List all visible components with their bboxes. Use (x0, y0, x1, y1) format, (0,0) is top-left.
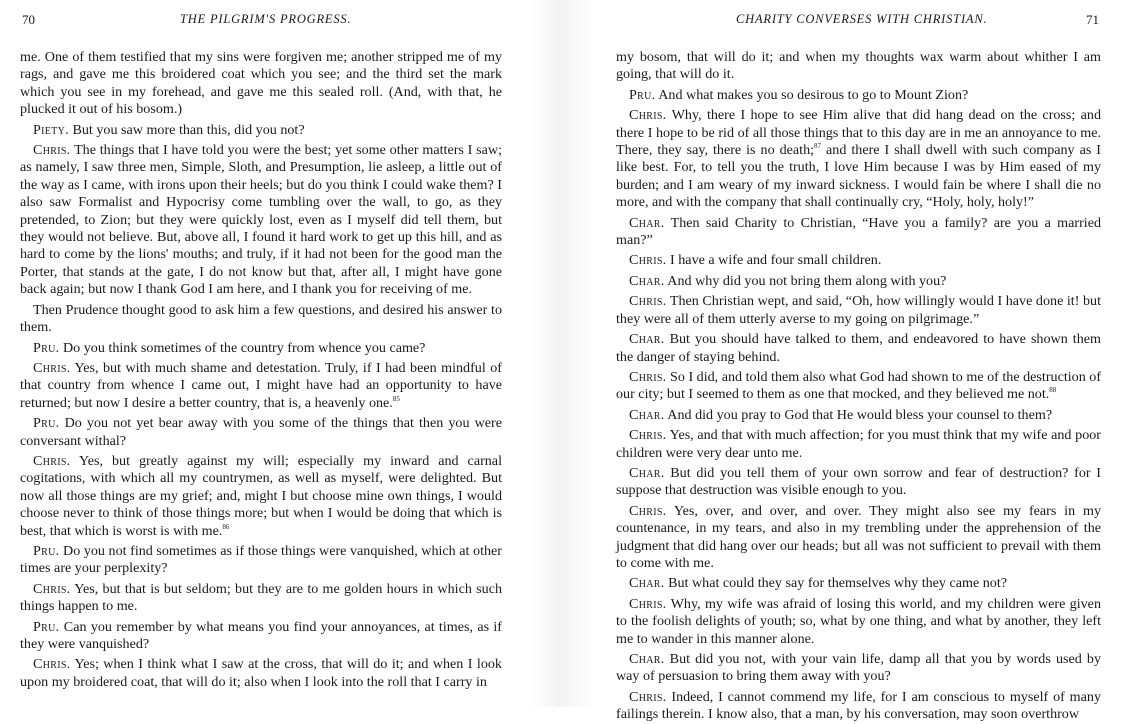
speaker-label: Chris. (629, 688, 667, 705)
footnote-ref: 87 (814, 142, 822, 151)
speaker-label: Char. (629, 272, 665, 289)
speaker-label: Chris. (33, 142, 71, 159)
paragraph (20, 142, 502, 299)
paragraph-text: Yes, but greatly against my will; especially my inward and carnal cogitations, with which all my countrymen, as well as myself, were delighted. But now all those things are my grief; and, might I but choose mine own things, I would choose never to think of those things more; but when I would be doing that which is best, that which is worst is with me. (20, 452, 502, 539)
speaker-label: Chris. (629, 427, 667, 444)
footnote-ref: 86 (222, 522, 230, 531)
speaker-label: Chris. (33, 452, 71, 469)
paragraph-text: Yes; when I think what I saw at the cross, that will do it; and when I look upon my broidered coat, that will do it; also when I look into the roll that I carry in (20, 656, 502, 690)
speaker-label: Pru. (33, 618, 60, 635)
book-gutter (528, 0, 594, 707)
paragraph-text: Yes, and that with much affection; for you must think that my wife and poor children were very dear unto me. (616, 427, 1101, 461)
speaker-label: Pru. (33, 542, 60, 559)
paragraph (616, 49, 1101, 84)
speaker-label: Chris. (33, 359, 71, 376)
paragraph-text: Why, my wife was afraid of losing this world, and my children were given to the foolish delights of youth; so, what by one thing, and what by another, they left me to wander in this manner alone. (616, 595, 1101, 647)
speaker-label: Chris. (33, 656, 71, 673)
right-page-number: 71 (1086, 12, 1099, 27)
paragraph (616, 331, 1101, 366)
speaker-label: Chris. (629, 107, 667, 124)
paragraph-text: Can you remember by what means you find your annoyances, at times, as if they were vanquished? (20, 618, 502, 652)
paragraph (20, 453, 502, 540)
paragraph (616, 465, 1101, 500)
paragraph-text: But what could they say for themselves why they came not? (668, 575, 1008, 592)
speaker-label: Char. (629, 651, 665, 667)
paragraph-text: my bosom, that will do it; and when my thoughts wax warm about whither I am going, that will do it. (616, 49, 1101, 83)
speaker-label: Char. (629, 214, 665, 231)
left-page-number: 70 (22, 12, 35, 27)
paragraph-text: Yes, over, and over, and over. They might also see my fears in my countenance, in my tears, and also in my trembling under the apprehension of the judgment that did hang over our heads; but all was not sufficient to prevail with them to come with me. (616, 502, 1101, 571)
paragraph-text: Do you not yet bear away with you some of the things that then you were conversant withal? (20, 415, 502, 449)
paragraph-text: The things that I have told you were the best; yet some other matters I saw; as namely, I saw three men, Simple, Sloth, and Presumption, lie asleep, a little out of the way as I came, with irons upon their heels; but do you think I could wake them? I also saw Formalist and Hypocrisy come tumbling over the wall, to go, as they pretended, to Zion; but they were quickly lost, even as I myself did tell them, but they would not believe. But, above all, I found it hard work to get up this hill, and as hard to come by the lions' mouths; and truly, if it had not been for the good man the Porter, that stands at the gate, I do not know but that, after all, I might have gone back again; but now I thank God I am here, and I thank you for receiving of me. (20, 142, 502, 298)
paragraph-text: Then said Charity to Christian, “Have you a family? are you a married man?” (616, 214, 1101, 249)
paragraph (20, 656, 502, 691)
paragraph (616, 575, 1101, 592)
speaker-label: Char. (629, 575, 665, 592)
paragraph-text: Yes, but with much shame and detestation. Truly, if I had been mindful of that country from whence I came out, I might have had an opportunity to have returned; but now I desire a better country, that is, a heavenly one. (20, 359, 502, 411)
left-running-head (20, 12, 502, 32)
paragraph-text: But you saw more than this, did you not? (72, 121, 305, 138)
paragraph (616, 87, 1101, 104)
right-running-head (616, 12, 1101, 32)
speaker-label: Char. (629, 464, 665, 481)
paragraph-text: And what makes you so desirous to go to Mount Zion? (658, 86, 969, 103)
speaker-label: Char. (629, 406, 665, 423)
paragraph-text: Yes, but that is but seldom; but they are to me golden hours in which such things happen to me. (20, 580, 502, 615)
paragraph-text: And did you pray to God that He would bless your counsel to them? (667, 406, 1053, 423)
paragraph (616, 369, 1101, 404)
paragraph-text: me. One of them testified that my sins were forgiven me; another stripped me of my rags, and gave me this broidered coat which you see; and the third set the mark which you see in my forehead, and gave me this sealed roll. (And, with that, he plucked it out of his bosom.) (20, 49, 502, 118)
left-page (0, 0, 528, 707)
paragraph (616, 503, 1101, 573)
right-page-body (616, 49, 1101, 724)
footnote-ref: 85 (392, 394, 400, 403)
paragraph (616, 427, 1101, 462)
paragraph (20, 122, 502, 139)
paragraph (20, 415, 502, 450)
speaker-label: Chris. (629, 293, 667, 310)
paragraph-text: And why did you not bring them along with you? (667, 272, 947, 289)
paragraph (616, 689, 1101, 724)
paragraph-text: Then Prudence thought good to ask him a few questions, and desired his answer to them. (20, 301, 502, 336)
paragraph (616, 273, 1101, 290)
paragraph (20, 49, 502, 119)
footnote-ref: 88 (1049, 386, 1057, 395)
right-page (594, 0, 1123, 723)
paragraph-text: Do you not find sometimes as if those things were vanquished, which at other times are your perplexity? (20, 542, 502, 577)
left-page-body (20, 49, 502, 691)
paragraph (20, 302, 502, 337)
paragraph (616, 107, 1101, 211)
speaker-label: Chris. (629, 502, 667, 519)
paragraph-text: But did you tell them of your own sorrow and fear of destruction? for I suppose that destruction was visible enough to you. (616, 464, 1101, 499)
paragraph-text: But did you not, with your vain life, damp all that you by words used by way of persuasion to bring them away with you? (616, 651, 1101, 685)
paragraph-text: Then Christian wept, and said, “Oh, how willingly would I have done it! but they were all of them utterly averse to my going on pilgrimage.” (616, 293, 1101, 327)
speaker-label: Chris. (33, 580, 71, 597)
paragraph-text-continued: and there I shall dwell with such company as I like best. For, to tell you the truth, I love Him because I was by Him eased of my burden; and I am weary of my inward sickness. I would fain be where I shall die no more, and with the company that shall continually cry, “Holy, holy, holy!” (616, 142, 1102, 211)
paragraph-text: So I did, and told them also what God had shown to me of the destruction of our city; but I seemed to them as one that mocked, and they believed me not. (616, 368, 1102, 403)
speaker-label: Chris. (629, 368, 667, 385)
paragraph (616, 651, 1101, 686)
paragraph (616, 252, 1101, 269)
speaker-label: Piety. (33, 121, 69, 138)
paragraph (20, 340, 502, 357)
left-running-title: THE PILGRIM'S PROGRESS. (180, 12, 352, 26)
speaker-label: Pru. (33, 415, 60, 432)
paragraph (616, 596, 1101, 648)
paragraph (616, 407, 1101, 424)
paragraph (616, 293, 1101, 328)
speaker-label: Chris. (629, 252, 667, 269)
speaker-label: Char. (629, 331, 665, 348)
paragraph-text: But you should have talked to them, and endeavored to have shown them the danger of staying behind. (616, 331, 1101, 365)
paragraph-text: Why, there I hope to see Him alive that did hang dead on the cross; and there I hope to be rid of all those things that to this day are in me an annoyance to me. There, they say, there is no death; (616, 107, 1101, 159)
paragraph-text: Indeed, I cannot commend my life, for I am conscious to myself of many failings therein. I know also, that a man, by his conversation, may soon overthrow (616, 688, 1101, 723)
speaker-label: Pru. (33, 339, 60, 356)
paragraph-text: Do you think sometimes of the country from whence you came? (63, 339, 426, 356)
paragraph-text: I have a wife and four small children. (670, 252, 882, 269)
paragraph (616, 215, 1101, 250)
paragraph (20, 543, 502, 578)
right-running-title: CHARITY CONVERSES WITH CHRISTIAN. (736, 12, 988, 26)
paragraph (20, 360, 502, 412)
speaker-label: Chris. (629, 595, 667, 612)
paragraph (20, 581, 502, 616)
paragraph (20, 619, 502, 654)
speaker-label: Pru. (629, 86, 656, 103)
